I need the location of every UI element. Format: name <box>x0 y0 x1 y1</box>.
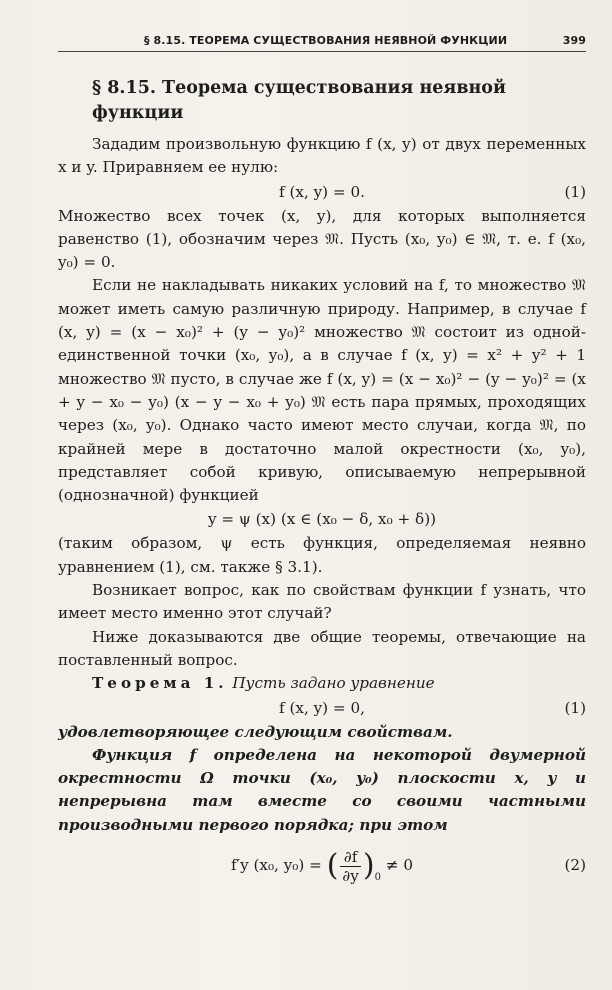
formula-3 <box>58 696 586 721</box>
theorem-condition: Функция f определена на некоторой двумерной окрестности Ω точки (x₀, y₀) плоскости x, y и непрерывна там вместе со своими частными производными первого порядка; при этом <box>58 745 586 834</box>
paragraph-3: Если не накладывать никаких условий на f, то множество 𝔐 может иметь самую различную природу. Например, в случае f (x, y) = (x − x₀)² + (y − y₀)² множество 𝔐 состоит из одной-единственной точки (x₀, y₀), а в случае f (x, y) = x² + y² + 1 множество 𝔐 пусто, в случае же f (x, y) = (x − x₀)² − (y − y₀)² = (x + y − x₀ − y₀) (x − y − x₀ + y₀) 𝔐 есть пара прямых, проходящих через (x₀, y₀). Однако часто имеют место случаи, когда 𝔐, по крайней мере в достаточно малой окрестности (x₀, y₀), представляет собой кривую, описываемую непрерывной (однозначной) функцией <box>58 276 586 505</box>
formula-3-expr: f (x, y) = 0, <box>279 698 365 717</box>
equation-number-1: (1) <box>564 182 586 201</box>
paragraph-1: Зададим произвольную функцию f (x, y) от двух переменных x и y. Приравняем ее нулю: <box>58 135 586 177</box>
partial-fraction <box>340 848 360 885</box>
section-title: § 8.15. Теорема существования неявной функции <box>92 78 506 123</box>
page-number: 399 <box>562 34 586 47</box>
page-content <box>58 76 586 893</box>
formula-1 <box>58 180 586 205</box>
evaluation-subscript: 0 <box>374 872 381 884</box>
formula-1-expr: f (x, y) = 0. <box>279 182 365 201</box>
equation-number-1-repeat: (1) <box>564 698 586 717</box>
formula-2-expr: y = ψ (x) (x ∈ (x₀ − δ, x₀ + δ)) <box>207 510 437 529</box>
header-rule <box>58 51 586 52</box>
running-title: § 8.15. ТЕОРЕМА СУЩЕСТВОВАНИЯ НЕЯВНОЙ ФУНКЦИИ <box>144 34 508 47</box>
paragraph-4: (таким образом, ψ есть функция, определяемая неявно уравнением (1), см. также § 3.1). <box>58 534 586 576</box>
theorem-after: удовлетворяющее следующим свойствам. <box>58 722 453 741</box>
formula-4-lhs: f′y (x₀, y₀) = <box>231 856 322 875</box>
fraction-numerator: ∂f <box>340 848 360 867</box>
formula-2 <box>58 507 586 532</box>
left-paren: ( <box>326 848 339 884</box>
formula-4-rhs: ≠ 0 <box>385 856 413 875</box>
paragraph-6: Ниже доказываются две общие теоремы, отвечающие на поставленный вопрос. <box>58 627 586 669</box>
paragraph-2: Множество всех точек (x, y), для которых выполняется равенство (1), обозначим через 𝔐. Пусть (x₀, y₀) ∈ 𝔐, т. е. f (x₀, y₀) = 0. <box>58 206 586 272</box>
formula-4 <box>58 837 586 893</box>
theorem-intro: Пусть задано уравнение <box>232 674 435 693</box>
theorem-heading <box>58 672 586 695</box>
right-paren: ) <box>362 848 375 884</box>
paragraph-5: Возникает вопрос, как по свойствам функции f узнать, что имеет место именно этот случай? <box>58 581 586 623</box>
fraction-denominator: ∂y <box>342 866 359 885</box>
equation-number-2: (2) <box>564 856 586 875</box>
page-header <box>58 34 586 52</box>
theorem-label: Теорема 1. <box>92 674 228 693</box>
